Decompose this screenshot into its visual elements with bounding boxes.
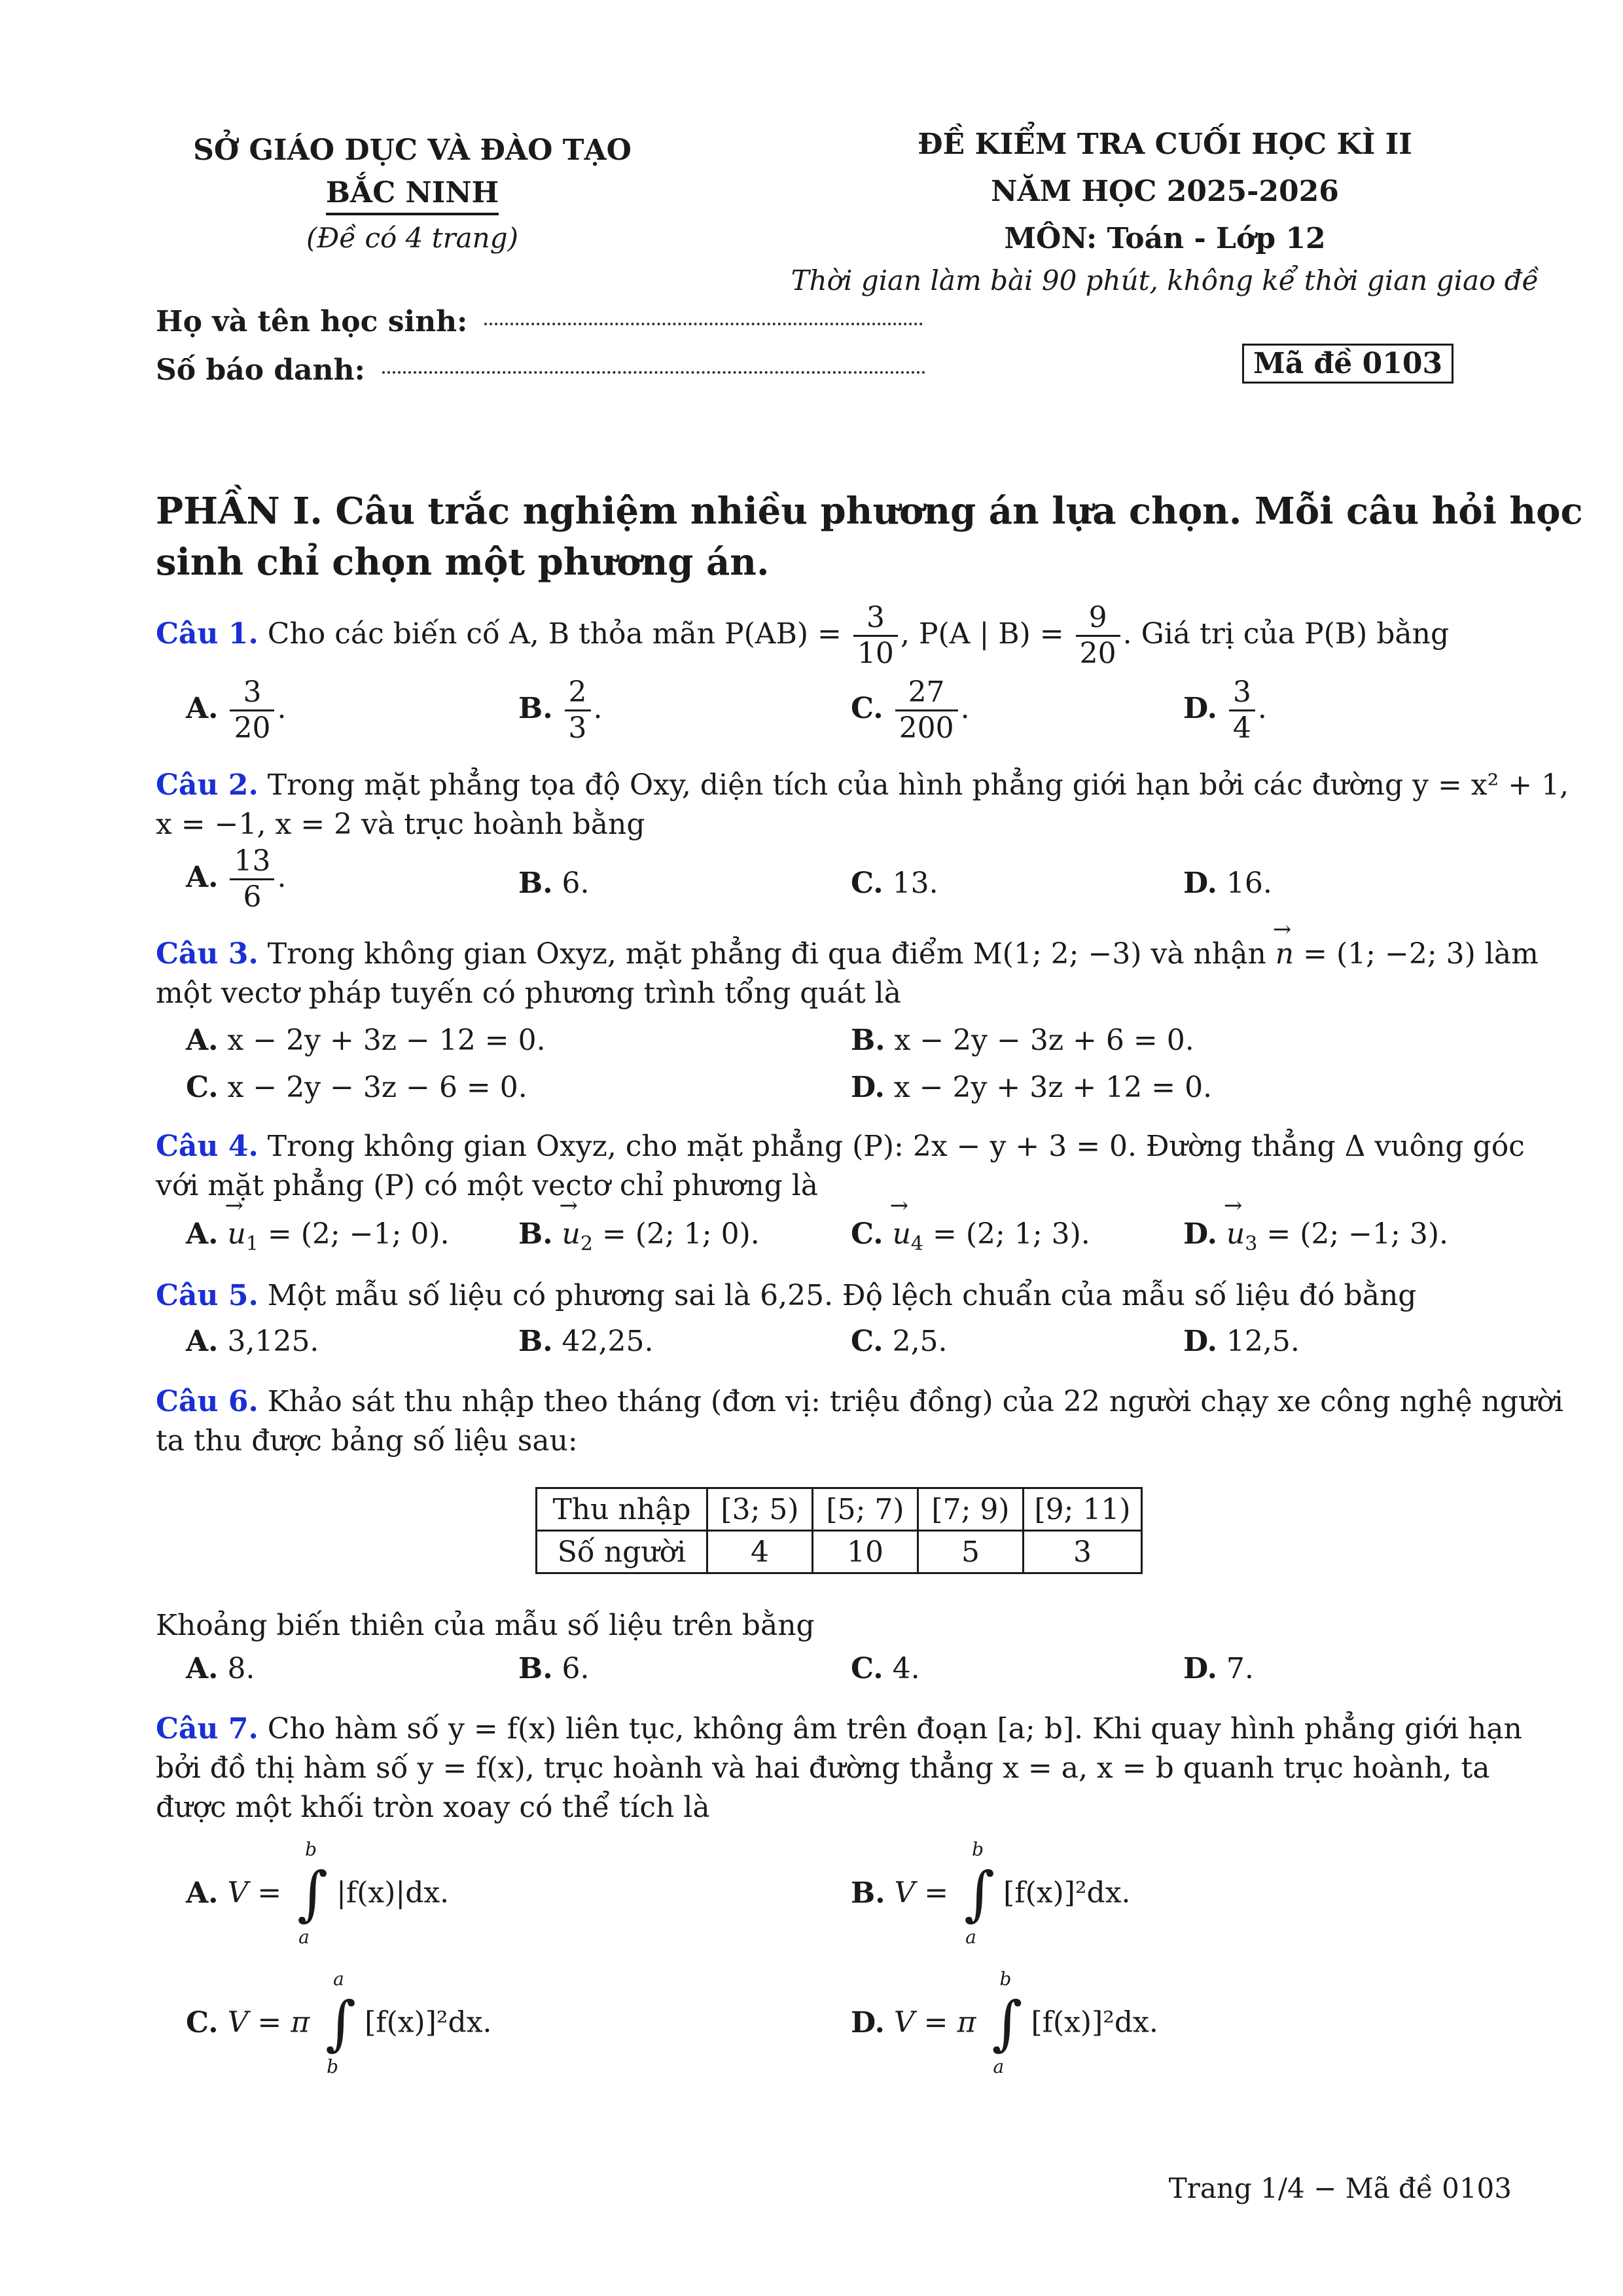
org-line1: SỞ GIÁO DỤC VÀ ĐÀO TẠO: [193, 134, 632, 167]
q1-text-c: . Giá trị của P(B) bằng: [1122, 617, 1450, 651]
q5-option-c[interactable]: C. 2,5.: [851, 1325, 948, 1358]
table-cell: Số người: [537, 1531, 707, 1573]
student-name-field[interactable]: [484, 323, 923, 325]
q2-line1: Trong mặt phẳng tọa độ Oxy, diện tích của hình phẳng giới hạn bởi các đường y = x² + 1,: [267, 768, 1569, 802]
student-name-label: Họ và tên học sinh:: [156, 305, 468, 338]
q1-option-d[interactable]: D. $\frac{3}{4}$ .: [1183, 675, 1267, 745]
exam-code-box: [1242, 347, 1454, 380]
q6-line2: ta thu được bảng số liệu sau:: [156, 1424, 578, 1458]
table-cell: [9; 11): [1024, 1488, 1142, 1531]
q2-option-c[interactable]: C. 13.: [851, 867, 938, 900]
q1-fraction-2: $\frac{9}{20}$: [1076, 601, 1120, 671]
normal-vector: → n: [1275, 935, 1294, 974]
question-4: [156, 1127, 1525, 1206]
q4-label: Câu 4.: [156, 1130, 259, 1163]
school-year: NĂM HỌC 2025-2026: [991, 175, 1339, 208]
q5-label: Câu 5.: [156, 1279, 259, 1312]
page-footer: Trang 1/4 − Mã đề 0103: [1168, 2172, 1512, 2204]
q4-option-a[interactable]: $A.\to u_1 = (2$; −1; 0).: [186, 1217, 450, 1255]
header-right: [779, 121, 1551, 299]
q7-option-a[interactable]: A. V = b ∫ a |f(x)|dx.: [186, 1839, 450, 1948]
q3-line2: một vectơ pháp tuyến có phương trình tổng quát là: [156, 977, 901, 1010]
integral-sign: b ∫ a: [991, 1968, 1023, 2077]
q6-option-a[interactable]: A. 8.: [186, 1652, 255, 1685]
table-row: [537, 1488, 1142, 1531]
q1-label: Câu 1.: [156, 617, 259, 651]
question-2: [156, 766, 1569, 844]
header-left: [151, 128, 674, 261]
q4-option-d[interactable]: $D.\to u_3 = (2$; −1; 3).: [1183, 1217, 1448, 1255]
q6-option-d[interactable]: D. 7.: [1183, 1652, 1254, 1685]
q5-option-d[interactable]: D. 12,5.: [1183, 1325, 1300, 1358]
income-table: [535, 1487, 1143, 1574]
q3-option-d[interactable]: D. x − 2y + 3z + 12 = 0.: [851, 1071, 1213, 1104]
table-cell: 5: [918, 1531, 1024, 1573]
q1-option-b[interactable]: B. $\frac{2}{3}$ .: [518, 675, 603, 745]
exam-code: Mã đề 0103: [1242, 344, 1454, 384]
table-cell: Thu nhập: [537, 1488, 707, 1531]
q2-option-a[interactable]: A. $\frac{13}{6}$ .: [186, 844, 287, 914]
integral-sign: b ∫ a: [964, 1839, 995, 1948]
q7-line2: bởi đồ thị hàm số y = f(x), trục hoành và hai đường thẳng x = a, x = b quanh trục hoành, ta: [156, 1751, 1490, 1785]
q6-option-b[interactable]: B. 6.: [518, 1652, 590, 1685]
student-name-row: [156, 302, 923, 342]
q7-label: Câu 7.: [156, 1712, 259, 1746]
table-cell: [7; 9): [918, 1488, 1024, 1531]
integral-sign: a ∫ b: [325, 1968, 357, 2077]
q7-option-b[interactable]: B. V = b ∫ a [f(x)]²dx.: [851, 1839, 1131, 1948]
q6-question: Khoảng biến thiên của mẫu số liệu trên bằng: [156, 1609, 815, 1642]
q7-line3: được một khối tròn xoay có thể tích là: [156, 1791, 710, 1824]
q2-option-d[interactable]: D. 16.: [1183, 867, 1272, 900]
q3-line1-b: = (1; −2; 3) làm: [1303, 937, 1539, 971]
section-title-line1: PHẦN I. Câu trắc nghiệm nhiều phương án lựa chọn. Mỗi câu hỏi học: [156, 490, 1583, 533]
question-6: [156, 1382, 1563, 1461]
q7-option-c[interactable]: C. V = π a ∫ b [f(x)]²dx.: [186, 1968, 492, 2077]
q4-line1: Trong không gian Oxyz, cho mặt phẳng (P): 2x − y + 3 = 0. Đường thẳng Δ vuông góc: [267, 1130, 1525, 1163]
section-title-line2: sinh chỉ chọn một phương án.: [156, 541, 770, 584]
q4-option-c[interactable]: $C.\to u_4 = (2$; 1; 3).: [851, 1217, 1090, 1255]
table-cell: 3: [1024, 1531, 1142, 1573]
q5-option-a[interactable]: A. 3,125.: [186, 1325, 319, 1358]
q5-text: Một mẫu số liệu có phương sai là 6,25. Độ lệch chuẩn của mẫu số liệu đó bằng: [267, 1279, 1417, 1312]
q2-line2: x = −1, x = 2 và trục hoành bằng: [156, 808, 645, 841]
student-id-field[interactable]: [382, 371, 925, 374]
student-id-row: [156, 351, 925, 390]
q6-option-c[interactable]: C. 4.: [851, 1652, 920, 1685]
pages-note: (Đề có 4 trang): [306, 222, 519, 254]
org-line2: BẮC NINH: [326, 173, 499, 215]
question-5: [156, 1276, 1416, 1316]
q3-label: Câu 3.: [156, 937, 259, 971]
q7-option-d[interactable]: D. V = π b ∫ a [f(x)]²dx.: [851, 1968, 1158, 2077]
integral-sign: b ∫ a: [297, 1839, 328, 1948]
question-7: [156, 1710, 1522, 1827]
q1-option-c[interactable]: C. $\frac{27}{200}$ .: [851, 675, 970, 745]
q2-option-b[interactable]: B. 6.: [518, 867, 590, 900]
table-cell: [3; 5): [707, 1488, 813, 1531]
q1-fraction-1: $\frac{3}{10}$: [853, 601, 898, 671]
q6-line1: Khảo sát thu nhập theo tháng (đơn vị: triệu đồng) của 22 người chạy xe công nghệ người: [267, 1385, 1563, 1418]
q3-option-b[interactable]: B. x − 2y − 3z + 6 = 0.: [851, 1024, 1194, 1057]
student-id-label: Số báo danh:: [156, 353, 365, 387]
question-3: [156, 935, 1539, 1013]
section-title: [156, 486, 1583, 588]
q2-label: Câu 2.: [156, 768, 259, 802]
table-row: [537, 1531, 1142, 1573]
subject: MÔN: Toán - Lớp 12: [1004, 222, 1326, 255]
time-note: Thời gian làm bài 90 phút, không kể thời gian giao đề: [791, 264, 1539, 296]
q5-option-b[interactable]: B. 42,25.: [518, 1325, 654, 1358]
q4-option-b[interactable]: $B.\to u_2 = (2$; 1; 0).: [518, 1217, 760, 1255]
q1-text-b: , P(A | B) =: [900, 617, 1064, 651]
q3-option-c[interactable]: C. x − 2y − 3z − 6 = 0.: [186, 1071, 527, 1104]
table-cell: [5; 7): [813, 1488, 918, 1531]
q7-line1: Cho hàm số y = f(x) liên tục, không âm trên đoạn [a; b]. Khi quay hình phẳng giới hạn: [267, 1712, 1522, 1746]
q1-option-a[interactable]: A. $\frac{3}{20}$ .: [186, 675, 287, 745]
q4-line2: với mặt phẳng (P) có một vectơ chỉ phương là: [156, 1169, 819, 1202]
q6-label: Câu 6.: [156, 1385, 259, 1418]
table-cell: 10: [813, 1531, 918, 1573]
table-cell: 4: [707, 1531, 813, 1573]
exam-title: ĐỀ KIỂM TRA CUỐI HỌC KÌ II: [918, 128, 1412, 161]
q3-option-a[interactable]: A. x − 2y + 3z − 12 = 0.: [186, 1024, 546, 1057]
question-1: [156, 601, 1449, 671]
q3-line1-a: Trong không gian Oxyz, mặt phẳng đi qua điểm M(1; 2; −3) và nhận: [267, 937, 1266, 971]
q1-text-a: Cho các biến cố A, B thỏa mãn P(AB) =: [267, 617, 842, 651]
